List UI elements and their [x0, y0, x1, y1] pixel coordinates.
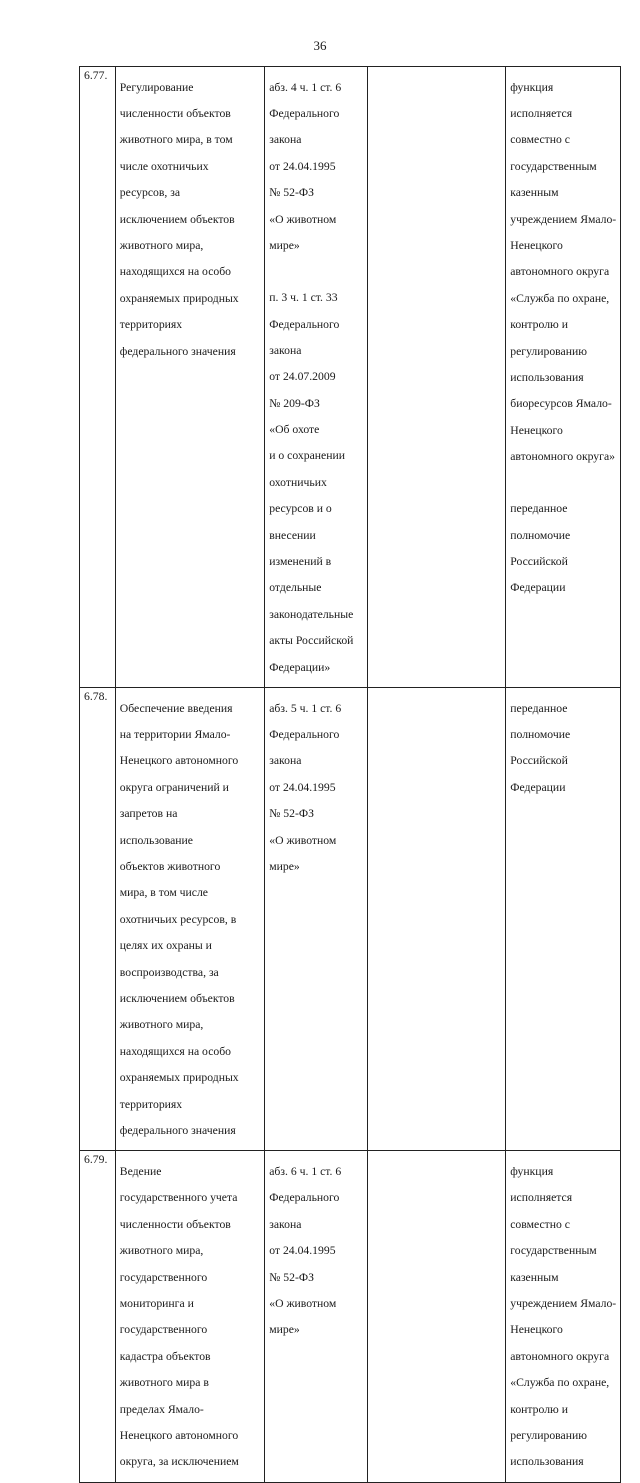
text-line: территориях [119, 1097, 183, 1111]
legal-basis-cell [265, 687, 368, 1150]
table-row [80, 687, 621, 1150]
text-line: охотничьих ресурсов, в [119, 912, 237, 926]
text-line: закона [269, 133, 302, 147]
text-line: абз. 6 ч. 1 ст. 6 [269, 1164, 342, 1178]
text-line: животного мира, [119, 1244, 204, 1258]
row-number: 6.77. [84, 69, 108, 82]
text-line: «О животном [269, 833, 337, 847]
text-line: полномочие [510, 728, 571, 742]
text-line: абз. 5 ч. 1 ст. 6 [269, 701, 342, 715]
row-number-cell [80, 67, 116, 688]
note-cell [506, 67, 621, 688]
text-line: численности объектов [119, 107, 231, 121]
text-line: Федерации [510, 581, 566, 595]
text-line: животного мира в [119, 1376, 209, 1390]
empty-cell [368, 67, 506, 688]
text-line: «О животном [269, 1296, 337, 1310]
text-line: мире» [269, 239, 300, 253]
text-line: от 24.04.1995 [269, 159, 336, 173]
functions-table [79, 66, 621, 1483]
legal-basis-cell [265, 1151, 368, 1482]
text-line: охраняемых природных [119, 291, 239, 305]
text-line: ресурсов, за [119, 186, 181, 200]
text-line: изменений в [269, 555, 332, 569]
text-line: исключением объектов [119, 212, 235, 226]
text-line: Ненецкого [510, 239, 563, 253]
text-line: регулированию [510, 344, 587, 358]
text-line: № 209-ФЗ [269, 396, 320, 410]
text-line: от 24.04.1995 [269, 1244, 336, 1258]
text-line: учреждением Ямало- [510, 1296, 617, 1310]
table-row [80, 67, 621, 688]
text-line: совместно с [510, 1217, 570, 1231]
row-number-cell [80, 1151, 116, 1482]
legal-basis-cell [265, 67, 368, 688]
text-line: от 24.07.2009 [269, 370, 336, 384]
text-line: округа, за исключением [119, 1455, 239, 1469]
text-line: «О животном [269, 212, 337, 226]
text-line: автономного округа» [510, 450, 615, 464]
text-line: животного мира, [119, 1018, 204, 1032]
text-line: Обеспечение введения [119, 701, 233, 715]
text-line: мире» [269, 1323, 300, 1337]
text-line: государственным [510, 159, 597, 173]
text-line: Федерального [269, 317, 340, 331]
text-line: Ведение [119, 1164, 162, 1178]
text-line: мира, в том числе [119, 886, 208, 900]
text-line: «Служба по охране, [510, 1376, 610, 1390]
text-line: находящихся на особо [119, 265, 232, 279]
text-line: использования [510, 370, 584, 384]
text-line: закона [269, 754, 302, 768]
text-line: численности объектов [119, 1217, 231, 1231]
text-line: пределах Ямало- [119, 1402, 204, 1416]
text-line: объектов животного [119, 860, 221, 873]
text-line: исполняется [510, 1191, 573, 1205]
text-line: на территории Ямало- [119, 728, 231, 742]
text-line: территориях [119, 318, 183, 332]
function-name-cell [115, 67, 264, 688]
text-line: казенным [510, 186, 559, 200]
text-line: контролю и [510, 1402, 568, 1416]
text-line: государственным [510, 1244, 597, 1258]
text-line: закона [269, 343, 302, 357]
row-number: 6.78. [84, 689, 108, 703]
text-line: охраняемых природных [119, 1071, 239, 1085]
text-line: Российской [510, 555, 568, 569]
text-line: «Об охоте [269, 423, 320, 437]
empty-cell [368, 1151, 506, 1482]
text-line: Ненецкого автономного [119, 754, 239, 768]
empty-cell [368, 687, 506, 1150]
text-line: функция [510, 1164, 554, 1178]
text-line: использование [119, 833, 193, 847]
text-line: автономного округа [510, 265, 610, 279]
text-line: запретов на [119, 807, 178, 821]
text-line: функция [510, 80, 554, 94]
text-line: Российской [510, 754, 568, 768]
text-line: федерального значения [119, 344, 236, 358]
text-line: кадастра объектов [119, 1349, 211, 1363]
text-line: охотничьих [269, 475, 327, 489]
page-number: 36 [313, 38, 327, 53]
text-line: абз. 4 ч. 1 ст. 6 [269, 80, 342, 94]
row-number: 6.79. [84, 1153, 108, 1167]
note-cell [506, 1151, 621, 1482]
text-line: Федерации [510, 780, 566, 794]
text-line: внесении [269, 528, 316, 542]
text-line: «Служба по охране, [510, 291, 610, 305]
text-line: учреждением Ямало- [510, 212, 617, 226]
text-line: полномочие [510, 528, 571, 542]
text-line: № 52-ФЗ [269, 1270, 314, 1284]
text-line: исполняется [510, 107, 573, 121]
text-line: числе охотничьих [119, 159, 209, 173]
text-line: мониторинга и [119, 1296, 194, 1310]
text-line: совместно с [510, 133, 570, 147]
text-line: использования [510, 1455, 584, 1469]
text-line: животного мира, в том [119, 133, 233, 147]
text-line: Ненецкого [510, 1323, 563, 1337]
text-line: контролю и [510, 318, 568, 332]
text-line: п. 3 ч. 1 ст. 33 [269, 291, 338, 305]
text-line: Федерального [269, 728, 340, 742]
text-line: округа ограничений и [119, 780, 229, 794]
text-line: Ненецкого [510, 423, 563, 437]
text-line: животного мира, [119, 239, 204, 253]
text-line: от 24.04.1995 [269, 780, 336, 794]
text-line: переданное [510, 502, 568, 516]
text-line: № 52-ФЗ [269, 807, 314, 821]
text-line: Федерального [269, 1191, 340, 1205]
text-line: № 52-ФЗ [269, 186, 314, 200]
text-line: Ненецкого автономного [119, 1428, 239, 1442]
text-line: Федерации» [269, 660, 331, 674]
text-line: законодательные [269, 607, 354, 621]
text-line: мире» [269, 860, 300, 873]
row-number-cell [80, 687, 116, 1150]
text-line: отдельные [269, 581, 322, 595]
text-line: акты Российской [269, 634, 354, 648]
note-cell [506, 687, 621, 1150]
text-line: государственного [119, 1323, 208, 1337]
text-line: ресурсов и о [269, 502, 332, 516]
text-line: регулированию [510, 1428, 587, 1442]
function-name-cell [115, 1151, 264, 1482]
text-line: государственного учета [119, 1191, 238, 1205]
text-line: федерального значения [119, 1123, 236, 1137]
text-line: Федерального [269, 107, 340, 121]
text-line: исключением объектов [119, 991, 235, 1005]
text-line: закона [269, 1217, 302, 1231]
text-line: находящихся на особо [119, 1044, 232, 1058]
text-line: целях их охраны и [119, 939, 212, 953]
text-line: Регулирование [119, 80, 194, 94]
text-line: и о сохранении [269, 449, 345, 463]
text-line: автономного округа [510, 1349, 610, 1363]
text-line: воспроизводства, за [119, 965, 219, 979]
table-row [80, 1151, 621, 1482]
text-line: государственного [119, 1270, 208, 1284]
text-line: переданное [510, 701, 568, 715]
function-name-cell [115, 687, 264, 1150]
text-line: биоресурсов Ямало- [510, 397, 612, 411]
text-line: казенным [510, 1270, 559, 1284]
